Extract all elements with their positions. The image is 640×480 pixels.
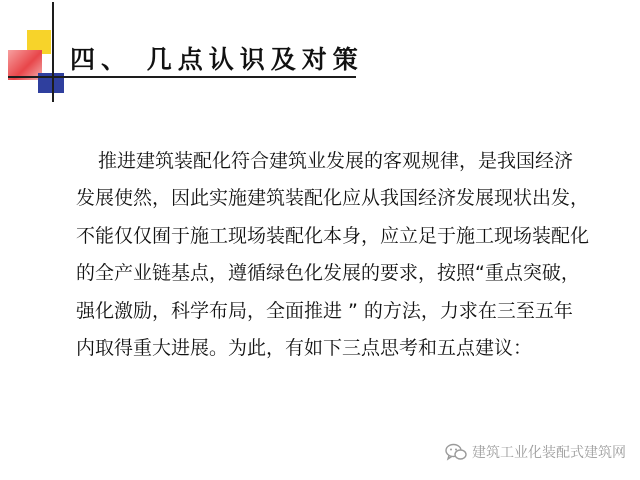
body-line: 发展使然，因此实施建筑装配化应从我国经济发展现状出发，	[76, 187, 590, 210]
watermark	[445, 442, 626, 462]
title-underline	[8, 76, 356, 78]
slide-title: 四、 几点认识及对策	[70, 45, 364, 74]
decor-vertical-line	[52, 2, 54, 102]
wechat-icon	[445, 443, 467, 461]
body-line: 强化激励，科学布局，全面推进 ” 的方法，力求在三至五年	[76, 299, 573, 322]
watermark-text: 建筑工业化装配式建筑网	[472, 445, 626, 461]
body-line: 的全产业链基点，遵循绿色化发展的要求，按照“重点突破，	[76, 262, 580, 285]
body-line: 不能仅仅囿于施工现场装配化本身，应立足于施工现场装配化	[76, 224, 590, 247]
slide-body	[76, 143, 590, 367]
body-line: 推进建筑装配化符合建筑业发展的客观规律，是我国经济	[98, 150, 574, 172]
body-line: 内取得重大进展。为此，有如下三点思考和五点建议：	[76, 337, 533, 360]
